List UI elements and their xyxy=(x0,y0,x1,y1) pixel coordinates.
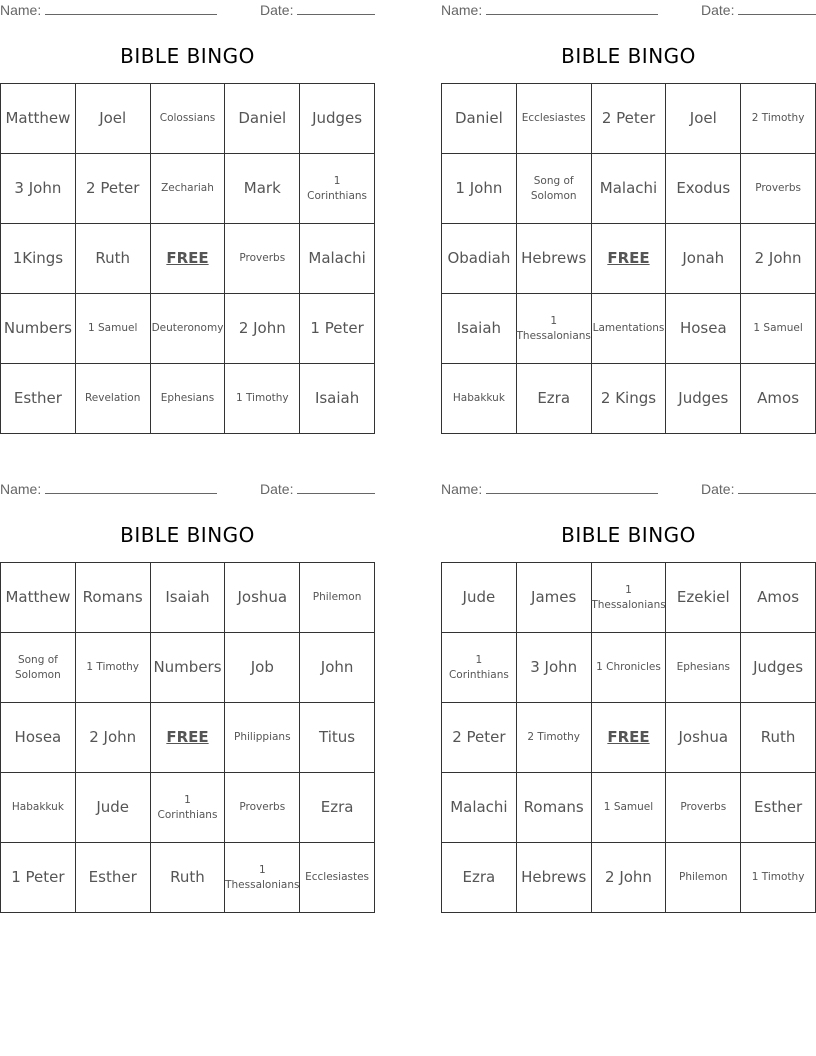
bingo-cell[interactable]: 2 Kings xyxy=(592,364,667,434)
bingo-cell[interactable]: 1 Corinthians xyxy=(300,154,375,224)
bingo-cell[interactable]: Obadiah xyxy=(442,224,517,294)
bingo-cell[interactable]: Esther xyxy=(741,773,816,843)
bingo-cell[interactable]: Matthew xyxy=(1,84,76,154)
bingo-cell[interactable]: 1 Samuel xyxy=(76,294,151,364)
bingo-cell[interactable]: Judges xyxy=(666,364,741,434)
bingo-cell[interactable]: Ezra xyxy=(300,773,375,843)
bingo-cell[interactable]: Colossians xyxy=(151,84,226,154)
bingo-cell[interactable]: Daniel xyxy=(225,84,300,154)
bingo-grid xyxy=(441,83,816,434)
card-title: BIBLE BINGO xyxy=(561,44,696,68)
name-label: Name: xyxy=(0,481,42,497)
bingo-cell[interactable]: Romans xyxy=(517,773,592,843)
name-label: Name: xyxy=(441,2,483,18)
bingo-cell[interactable]: 1 Chronicles xyxy=(592,633,667,703)
bingo-cell[interactable]: Malachi xyxy=(592,154,667,224)
date-label: Date: xyxy=(260,481,294,497)
bingo-cell[interactable]: 2 John xyxy=(741,224,816,294)
bingo-cell[interactable]: 2 Peter xyxy=(592,84,667,154)
free-space[interactable]: FREE xyxy=(592,224,667,294)
free-space[interactable]: FREE xyxy=(151,224,226,294)
bingo-cell[interactable]: Judges xyxy=(741,633,816,703)
bingo-cell[interactable]: Esther xyxy=(76,843,151,913)
bingo-cell[interactable]: Hosea xyxy=(666,294,741,364)
date-label: Date: xyxy=(260,2,294,18)
bingo-cell[interactable]: Ruth xyxy=(151,843,226,913)
free-space[interactable]: FREE xyxy=(592,703,667,773)
bingo-cell[interactable]: 1Kings xyxy=(1,224,76,294)
bingo-cell[interactable]: Lamentations xyxy=(592,294,667,364)
bingo-cell[interactable]: Esther xyxy=(1,364,76,434)
bingo-cell[interactable]: Jonah xyxy=(666,224,741,294)
name-label: Name: xyxy=(0,2,42,18)
name-line[interactable] xyxy=(45,481,217,494)
bingo-cell[interactable]: 1 Timothy xyxy=(76,633,151,703)
bingo-cell[interactable]: 1 Samuel xyxy=(741,294,816,364)
bingo-cell[interactable]: 2 Timothy xyxy=(517,703,592,773)
bingo-cell[interactable]: 1 Peter xyxy=(1,843,76,913)
name-line[interactable] xyxy=(486,481,658,494)
bingo-cell[interactable]: Ruth xyxy=(76,224,151,294)
bingo-cell[interactable]: Proverbs xyxy=(225,224,300,294)
bingo-cell[interactable]: Philemon xyxy=(666,843,741,913)
bingo-cell[interactable]: 1 Corinthians xyxy=(442,633,517,703)
bingo-cell[interactable]: Joshua xyxy=(666,703,741,773)
date-label: Date: xyxy=(701,481,735,497)
bingo-cell[interactable]: 1 Thessalonians xyxy=(517,294,592,364)
bingo-cell[interactable]: Song of Solomon xyxy=(517,154,592,224)
bingo-cell[interactable]: Romans xyxy=(76,563,151,633)
bingo-cell[interactable]: Judges xyxy=(300,84,375,154)
bingo-cell[interactable]: Job xyxy=(225,633,300,703)
bingo-cell[interactable]: Ezra xyxy=(442,843,517,913)
bingo-cell[interactable]: Amos xyxy=(741,364,816,434)
card-title: BIBLE BINGO xyxy=(120,523,255,547)
date-line[interactable] xyxy=(738,2,816,15)
bingo-cell[interactable]: Isaiah xyxy=(442,294,517,364)
bingo-cell[interactable]: 2 John xyxy=(225,294,300,364)
bingo-cell[interactable]: 1 Thessalonians xyxy=(225,843,300,913)
bingo-grid xyxy=(0,562,375,913)
bingo-cell[interactable]: Hosea xyxy=(1,703,76,773)
bingo-cell[interactable]: Song of Solomon xyxy=(1,633,76,703)
bingo-cell[interactable]: Joel xyxy=(666,84,741,154)
bingo-cell[interactable]: Philippians xyxy=(225,703,300,773)
bingo-cell[interactable]: John xyxy=(300,633,375,703)
bingo-cell[interactable]: Ezra xyxy=(517,364,592,434)
bingo-cell[interactable]: Titus xyxy=(300,703,375,773)
name-label: Name: xyxy=(441,481,483,497)
bingo-cell[interactable]: Numbers xyxy=(1,294,76,364)
bingo-cell[interactable]: 1 John xyxy=(442,154,517,224)
bingo-cell[interactable]: Ecclesiastes xyxy=(517,84,592,154)
bingo-cell[interactable]: Exodus xyxy=(666,154,741,224)
bingo-cell[interactable]: Jude xyxy=(442,563,517,633)
bingo-cell[interactable]: Hebrews xyxy=(517,843,592,913)
bingo-cell[interactable]: James xyxy=(517,563,592,633)
bingo-cell[interactable]: Mark xyxy=(225,154,300,224)
free-space[interactable]: FREE xyxy=(151,703,226,773)
bingo-cell[interactable]: 2 Peter xyxy=(442,703,517,773)
bingo-grid xyxy=(441,562,816,913)
bingo-cell[interactable]: Isaiah xyxy=(151,563,226,633)
bingo-grid xyxy=(0,83,375,434)
bingo-cell[interactable]: Ezekiel xyxy=(666,563,741,633)
bingo-cell[interactable]: 1 Timothy xyxy=(741,843,816,913)
bingo-cell[interactable]: Revelation xyxy=(76,364,151,434)
name-line[interactable] xyxy=(45,2,217,15)
bingo-cell[interactable]: 1 Samuel xyxy=(592,773,667,843)
bingo-cell[interactable]: 2 Peter xyxy=(76,154,151,224)
date-label: Date: xyxy=(701,2,735,18)
bingo-cell[interactable]: Ephesians xyxy=(666,633,741,703)
name-line[interactable] xyxy=(486,2,658,15)
name-date-row xyxy=(441,479,816,499)
bingo-cell[interactable]: Hebrews xyxy=(517,224,592,294)
name-date-row xyxy=(0,0,375,20)
bingo-cell[interactable]: Ephesians xyxy=(151,364,226,434)
bingo-cell[interactable]: Zechariah xyxy=(151,154,226,224)
bingo-cell[interactable]: Isaiah xyxy=(300,364,375,434)
card-title: BIBLE BINGO xyxy=(120,44,255,68)
bingo-cell[interactable]: 3 John xyxy=(517,633,592,703)
bingo-cell[interactable]: Proverbs xyxy=(225,773,300,843)
bingo-cell[interactable]: Amos xyxy=(741,563,816,633)
bingo-cell[interactable]: 1 Corinthians xyxy=(151,773,226,843)
bingo-cell[interactable]: Habakkuk xyxy=(442,364,517,434)
bingo-cell[interactable]: Malachi xyxy=(300,224,375,294)
name-date-row xyxy=(0,479,375,499)
bingo-cell[interactable]: 2 John xyxy=(76,703,151,773)
bingo-cell[interactable]: Matthew xyxy=(1,563,76,633)
card-title: BIBLE BINGO xyxy=(561,523,696,547)
bingo-cell[interactable]: Deuteronomy xyxy=(151,294,226,364)
date-line[interactable] xyxy=(297,481,375,494)
bingo-cell[interactable]: Joshua xyxy=(225,563,300,633)
bingo-cell[interactable]: 1 Thessalonians xyxy=(592,563,667,633)
bingo-cell[interactable]: 1 Timothy xyxy=(225,364,300,434)
bingo-cell[interactable]: Ecclesiastes xyxy=(300,843,375,913)
bingo-cell[interactable]: 2 Timothy xyxy=(741,84,816,154)
bingo-cell[interactable]: Philemon xyxy=(300,563,375,633)
bingo-cell[interactable]: Malachi xyxy=(442,773,517,843)
date-line[interactable] xyxy=(297,2,375,15)
date-line[interactable] xyxy=(738,481,816,494)
bingo-cell[interactable]: Numbers xyxy=(151,633,226,703)
bingo-cell[interactable]: Ruth xyxy=(741,703,816,773)
bingo-cell[interactable]: Habakkuk xyxy=(1,773,76,843)
bingo-cell[interactable]: Jude xyxy=(76,773,151,843)
name-date-row xyxy=(441,0,816,20)
bingo-cell[interactable]: 2 John xyxy=(592,843,667,913)
bingo-cell[interactable]: Joel xyxy=(76,84,151,154)
bingo-cell[interactable]: Proverbs xyxy=(666,773,741,843)
bingo-cell[interactable]: 3 John xyxy=(1,154,76,224)
bingo-cell[interactable]: Proverbs xyxy=(741,154,816,224)
bingo-cell[interactable]: 1 Peter xyxy=(300,294,375,364)
bingo-cell[interactable]: Daniel xyxy=(442,84,517,154)
